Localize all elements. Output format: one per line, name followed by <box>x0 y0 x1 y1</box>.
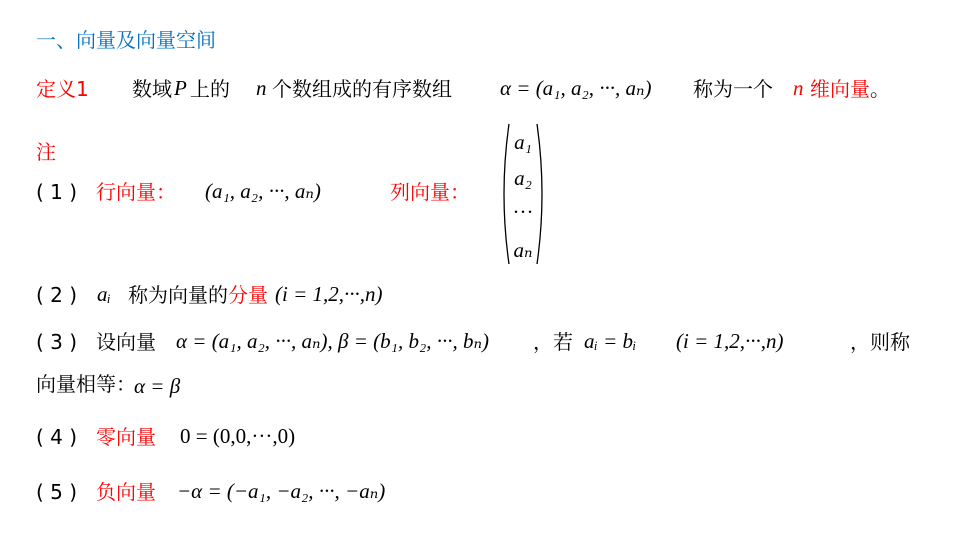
field-symbol: P <box>174 76 187 100</box>
item-2-text: 称为向量的 <box>128 283 228 307</box>
item-3-equal-math: aᵢ = bᵢ <box>584 329 637 353</box>
row-vector-math: (a₁, a₂, ···, aₙ) <box>205 179 321 203</box>
definition-text-4: 称为一个 <box>693 77 773 101</box>
column-entry-n: aₙ <box>513 238 533 262</box>
negative-vector-math: −α = (−a₁, −a₂, ···, −aₙ) <box>177 479 386 503</box>
definition-term: 维向量 <box>810 77 870 101</box>
definition-label: 定义1 <box>36 77 89 101</box>
row-vector-label: 行向量： <box>96 180 176 204</box>
item-2-math: (i = 1,2,···,n) <box>275 282 383 306</box>
zero-vector-term: 零向量 <box>96 425 156 449</box>
column-entry-1: a₁ <box>514 130 532 154</box>
column-entry-dots: ··· <box>512 200 534 224</box>
item-2-number: ( 2 ) <box>36 283 78 307</box>
item-3-index-math: (i = 1,2,···,n) <box>676 329 784 353</box>
item-3-number: ( 3 ) <box>36 330 78 354</box>
column-vector <box>497 120 549 268</box>
item-3-text-3: ，则称 <box>850 330 910 354</box>
section-title: 一、向量及向量空间 <box>36 28 216 52</box>
zero-vector-math: 0 = (0,0,···,0) <box>180 424 296 448</box>
item-5-number: ( 5 ) <box>36 480 78 504</box>
column-vector-label: 列向量： <box>390 180 470 204</box>
item-3-text-4: 向量相等： <box>36 372 136 396</box>
item-3-text-1: 设向量 <box>96 330 156 354</box>
definition-text-1: 数域 <box>132 77 172 101</box>
n-symbol: n <box>256 76 267 100</box>
component-term: 分量 <box>228 283 268 307</box>
definition-text-2: 上的 <box>190 77 230 101</box>
component-ai: aᵢ <box>97 282 111 306</box>
negative-vector-term: 负向量 <box>96 480 156 504</box>
item-3-alpha-beta: α = β <box>134 374 181 398</box>
item-4-number: ( 4 ) <box>36 425 78 449</box>
note-label: 注 <box>36 140 56 164</box>
item-1-number: ( 1 ) <box>36 180 78 204</box>
definition-period: 。 <box>870 77 890 101</box>
item-3-text-2: ，若 <box>533 330 573 354</box>
definition-text-3: 个数组成的有序数组 <box>272 77 452 101</box>
n-red-symbol: n <box>793 76 804 100</box>
item-3-vectors-math: α = (a₁, a₂, ···, aₙ), β = (b₁, b₂, ···, bₙ) <box>176 329 490 353</box>
alpha-definition-math: α = (a₁, a₂, ···, aₙ) <box>500 76 652 100</box>
column-entry-2: a₂ <box>514 166 532 190</box>
